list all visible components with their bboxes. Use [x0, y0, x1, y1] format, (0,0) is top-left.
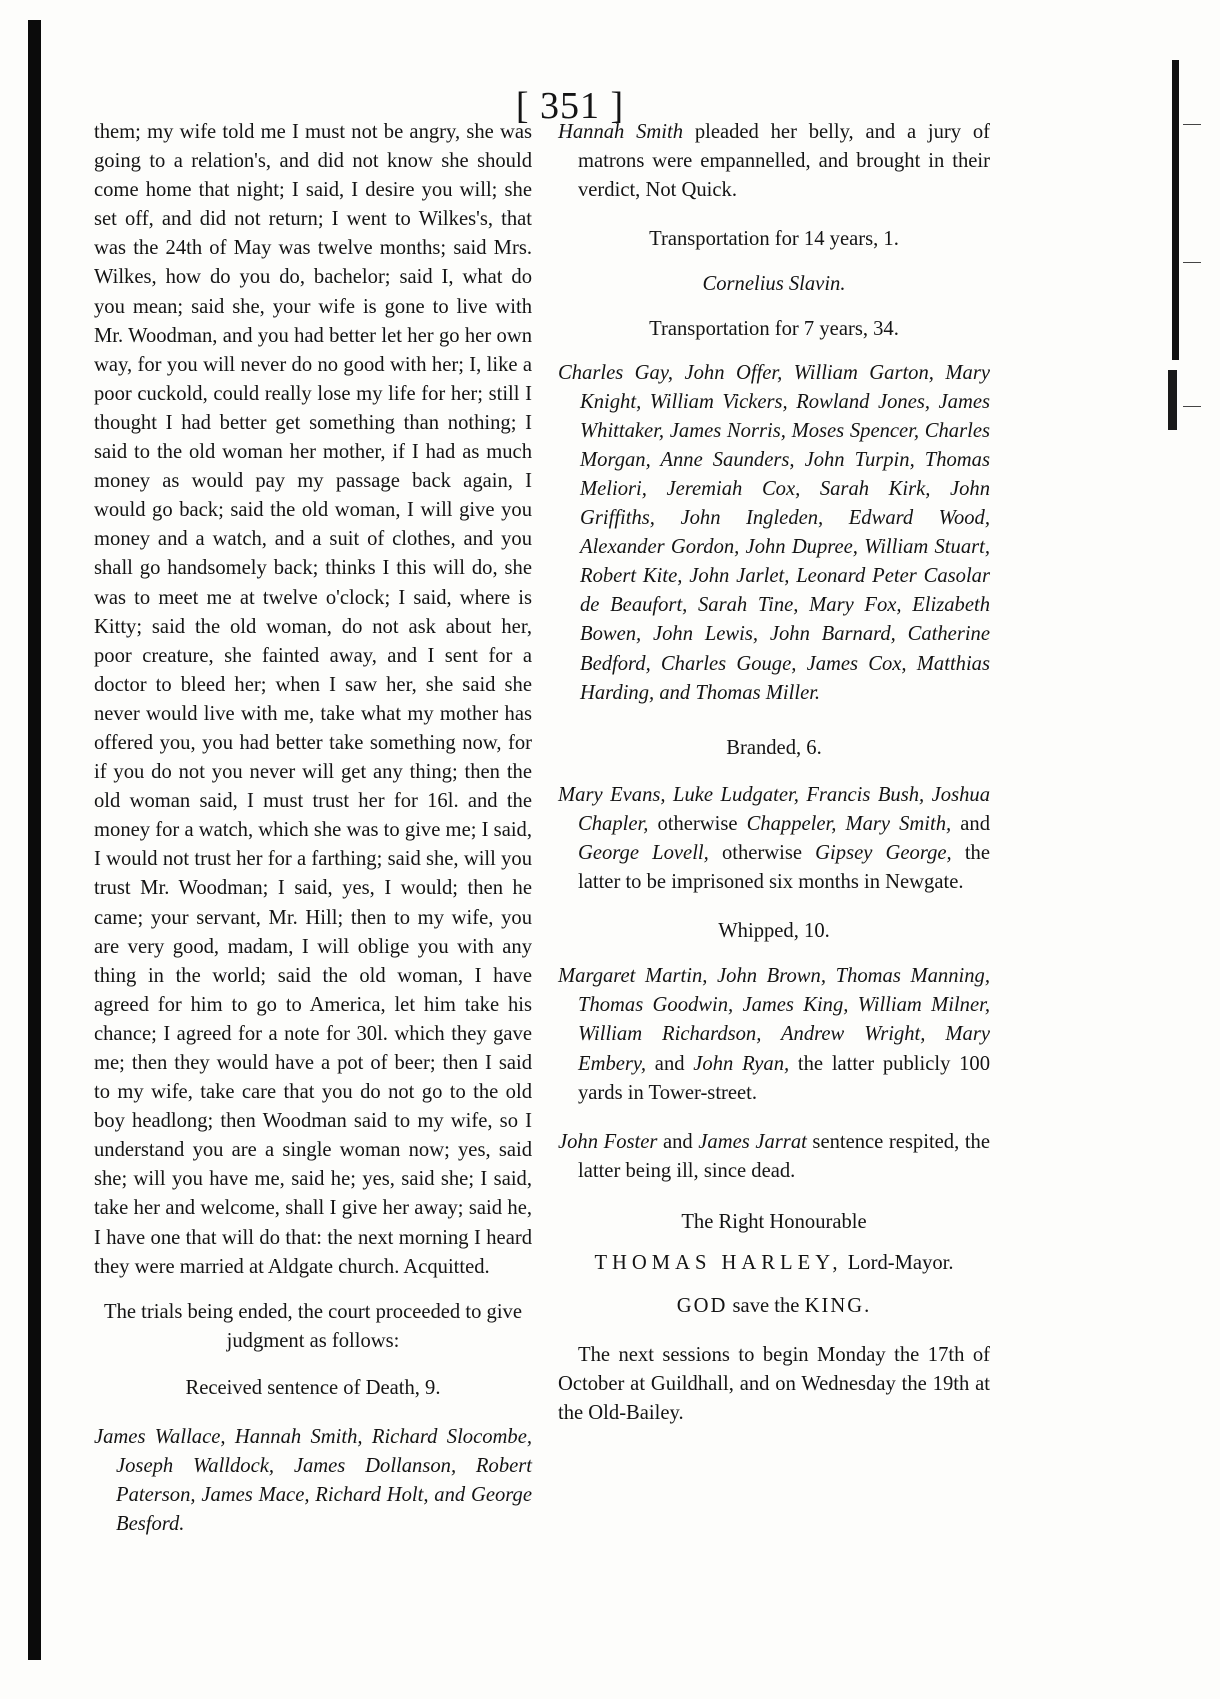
- transportation-7-heading: Transportation for 7 years, 34.: [649, 318, 899, 341]
- branded-names: Chappeler, Mary Smith,: [746, 812, 952, 835]
- whipped-heading: Whipped, 10.: [718, 920, 830, 943]
- trials-ended-text: The trials being ended, the court proceeded to give judgment as follows:: [103, 1300, 522, 1352]
- scan-edge-mark: [1168, 370, 1177, 430]
- respited-text: sentence respited, the latter being ill, since dead.: [578, 1130, 990, 1182]
- lord-mayor-title: Lord-Mayor.: [842, 1252, 954, 1274]
- death-sentence-heading: Received sentence of Death, 9.: [185, 1376, 441, 1399]
- right-column: [558, 118, 990, 1428]
- branded-text: otherwise: [708, 841, 816, 864]
- left-column: [94, 118, 532, 1539]
- next-sessions-text: The next sessions to begin Monday the 17th of October at Guildhall, and on Wednesday the 19th at the Old-Bailey.: [558, 1344, 990, 1425]
- branded-names: Mary Evans, Luke Ludgater, Francis Bush, Joshua Chapler,: [558, 783, 990, 835]
- god-word: GOD: [676, 1295, 728, 1318]
- whipped-names: Margaret Martin, John Brown, Thomas Manning, Thomas Goodwin, James King, William Milner, William Richardson, Andrew Wright, Mary Embery,: [558, 965, 990, 1075]
- death-sentence-names: James Wallace, Hannah Smith, Richard Slocombe, Joseph Walldock, James Dollanson, Robert Paterson, James Mace, Richard Holt, and George Besford.: [94, 1426, 532, 1536]
- lord-mayor-name: THOMAS HARLEY,: [594, 1252, 843, 1274]
- respited-text: and: [657, 1130, 699, 1153]
- save-the-words: save the: [727, 1295, 805, 1318]
- scan-edge-tick: [1183, 262, 1201, 263]
- whipped-paragraph: [558, 962, 990, 1107]
- branded-text: the latter to be imprisoned six months in Newgate.: [578, 841, 990, 894]
- god-save-the-king-line: [558, 1292, 990, 1321]
- binding-edge: [28, 20, 41, 1660]
- transportation-7-names: Charles Gay, John Offer, William Garton, Mary Knight, William Vickers, Rowland Jones, James Whittaker, James Norris, Moses Spencer, Charles Morgan, Anne Saunders, John Turpin, Thomas Meliori, Jeremiah Cox, Sarah Kirk, John Griffiths, John Ingleden, Edward Wood, Alexander Gordon, John Dupree, William Stuart, Robert Kite, John Jarlet, Leonard Peter Casolar de Beaufort, Sarah Tine, Mary Fox, Elizabeth Bowen, John Lewis, John Barnard, Catherine Bedford, Charles Gouge, James Cox, Matthias Harding, and Thomas Miller.: [558, 361, 990, 704]
- hannah-smith-paragraph: [558, 118, 990, 205]
- page-number: [ 351 ]: [515, 85, 625, 127]
- scan-edge-mark: [1172, 60, 1179, 360]
- branded-paragraph: [558, 781, 990, 897]
- king-word: KING.: [804, 1295, 872, 1318]
- branded-text: otherwise: [648, 812, 747, 835]
- lord-mayor-line: [558, 1249, 990, 1278]
- whipped-names: John Ryan,: [693, 1052, 790, 1075]
- transportation-14-heading: Transportation for 14 years, 1.: [649, 228, 899, 251]
- transportation-14-names: Cornelius Slavin.: [702, 273, 846, 296]
- scan-edge-tick: [1183, 124, 1201, 125]
- branded-names: George Lovell,: [578, 841, 709, 864]
- respited-paragraph: [558, 1128, 990, 1186]
- branded-heading: Branded, 6.: [726, 736, 822, 759]
- honourable-line: The Right Honourable: [681, 1210, 867, 1233]
- hannah-smith-text: pleaded her belly, and a jury of matrons were empannelled, and brought in their verdict, Not Quick.: [578, 121, 990, 202]
- respited-names: John Foster: [558, 1130, 658, 1153]
- respited-names: James Jarrat: [698, 1130, 807, 1153]
- branded-text: and: [951, 812, 990, 835]
- scan-edge-tick: [1183, 406, 1201, 407]
- whipped-text: the latter publicly 100 yards in Tower-street.: [578, 1052, 990, 1104]
- branded-names: Gipsey George,: [815, 841, 952, 864]
- testimony-text: them; my wife told me I must not be angry, she was going to a relation's, and did not know she should come home that night; I said, I desire you will; she set off, and did not return; I went to Wilkes's, that was the 24th of May was twelve months; said Mrs. Wilkes, how do you do, bachelor; said I, what do you mean; said she, your wife is gone to live with Mr. Woodman, and you had better let her go her own way, for you will never do no good with her; I, like a poor cuckold, could really lose my life for her; still I thought I had better get something than nothing; I said to the old woman her mother, if I had as much money as would pay my passage back again, I would go back; said the old woman, I will give you money and a watch, and a suit of clothes, and you shall go handsomely back; thinks I this will do, she was to meet me at twelve o'clock; I said, where is Kitty; said the old woman, do not ask about her, poor creature, she fainted away, and I sent for a doctor to bleed her; when I saw her, she said she never would live with me, take what my mother has offered you, you had better take something now, for if you do not you never will get any thing; then the old woman said, I must trust her for 16l. and the money for a watch, which she was to give me; I said, I would not trust her for a farthing; said she, will you trust Mr. Woodman; I said, yes, I would; then he came; your servant, Mr. Hill; then to my wife, you are very good, madam, I will oblige you with any thing in the world; said the old woman, I have agreed for him to go to America, let him take his chance; I agreed for a note for 30l. which they gave me; then they would have a pot of beer; then I said to my wife, take care that you do not go to the old boy headlong; then Woodman said to my wife, so I understand you are a single woman now; yes, said she; will you have me, said he; yes, said she; I said, take her and welcome, shall I give her away; said he, I have one that will do that: the next morning I heard they were married at Aldgate church. Acquitted.: [94, 121, 532, 1278]
- whipped-text: and: [646, 1052, 694, 1075]
- hannah-smith-name: Hannah Smith: [558, 121, 684, 143]
